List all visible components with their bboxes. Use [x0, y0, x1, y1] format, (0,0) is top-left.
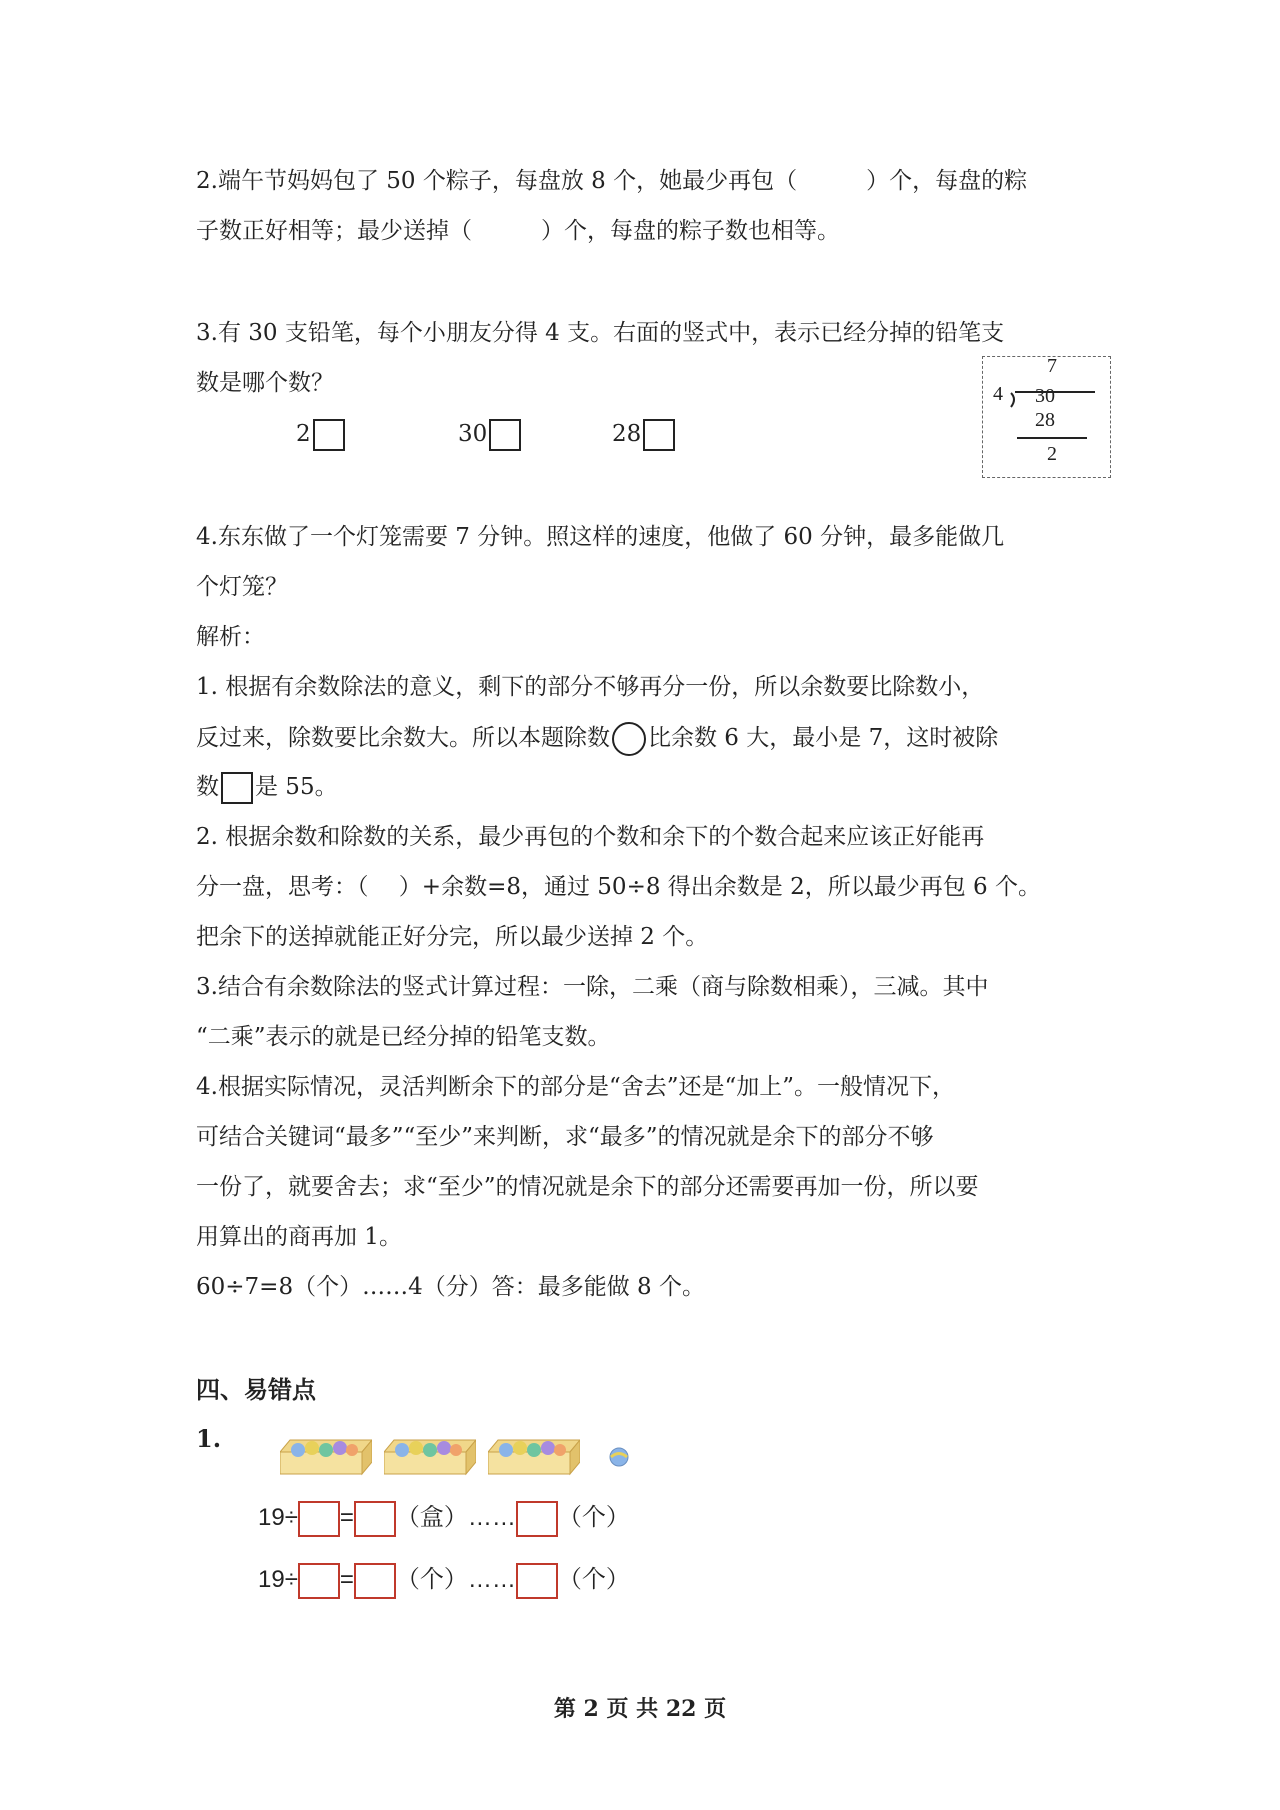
text-span: （个）	[395, 1566, 468, 1593]
text-span: 19÷	[258, 1566, 298, 1593]
q3-option-1	[296, 418, 345, 451]
ball-box-icon	[488, 1438, 580, 1476]
text-span: 19÷	[258, 1504, 298, 1531]
analysis-4-line2: 可结合关键词“最多”“至少”来判断，求“最多”的情况就是余下的部分不够	[196, 1124, 934, 1150]
answer-checkbox[interactable]	[643, 419, 675, 451]
text-span: ……	[467, 1566, 516, 1593]
divisor-circle	[612, 722, 646, 756]
analysis-1-line2	[196, 722, 998, 756]
analysis-4-line1: 4.根据实际情况，灵活判断余下的部分是“舍去”还是“加上”。一般情况下，	[196, 1074, 955, 1100]
answer-box[interactable]	[354, 1501, 396, 1537]
answer-box[interactable]	[298, 1501, 340, 1537]
q2-line1: 2.端午节妈妈包了 50 个粽子，每盘放 8 个，她最少再包（ ）个，每盘的粽	[196, 168, 1028, 194]
equation-2	[258, 1562, 630, 1599]
long-division-figure	[982, 356, 1111, 478]
q3-option-2	[458, 418, 521, 451]
option-label: 30	[458, 421, 488, 447]
equation-1	[258, 1500, 630, 1537]
q4-line2: 个灯笼？	[196, 574, 288, 600]
text-span: 比余数 6 大，最小是 7，这时被除	[648, 725, 999, 751]
analysis-2-line3: 把余下的送掉就能正好分完，所以最少送掉 2 个。	[196, 924, 709, 950]
dividend-box	[221, 772, 253, 804]
item-number: 1.	[196, 1424, 222, 1453]
page-number-footer: 第 2 页 共 22 页	[553, 1696, 727, 1722]
analysis-4-line4: 用算出的商再加 1。	[196, 1224, 402, 1250]
q3-line2: 数是哪个数？	[196, 370, 334, 396]
analysis-4-line3: 一份了，就要舍去；求“至少”的情况就是余下的部分还需要再加一份，所以要	[196, 1174, 979, 1200]
q4-line1: 4.东东做了一个灯笼需要 7 分钟。照这样的速度，他做了 60 分钟，最多能做几	[196, 524, 1005, 550]
analysis-1-line1: 1. 根据有余数除法的意义，剩下的部分不够再分一份，所以余数要比除数小，	[196, 674, 985, 700]
text-span: （个）	[557, 1566, 630, 1593]
option-label: 2	[296, 421, 311, 447]
q3-line1: 3.有 30 支铅笔，每个小朋友分得 4 支。右面的竖式中，表示已经分掉的铅笔支	[196, 320, 1005, 346]
answer-box[interactable]	[298, 1563, 340, 1599]
analysis-title: 解析：	[196, 624, 265, 650]
single-ball-icon	[608, 1446, 630, 1468]
analysis-4-answer: 60÷7=8（个）……4（分）答：最多能做 8 个。	[196, 1274, 705, 1300]
analysis-3-line1: 3.结合有余数除法的竖式计算过程：一除，二乘（商与除数相乘），三减。其中	[196, 974, 989, 1000]
analysis-2-line1: 2. 根据余数和除数的关系，最少再包的个数和余下的个数合起来应该正好能再	[196, 824, 985, 850]
ball-box-icon	[384, 1438, 476, 1476]
text-span: =	[339, 1504, 354, 1531]
answer-box[interactable]	[516, 1501, 558, 1537]
q3-option-3	[612, 418, 675, 451]
analysis-1-line3	[196, 772, 338, 804]
division-quotient: 7	[1047, 355, 1057, 377]
text-span: ……	[467, 1504, 516, 1531]
division-rule	[1017, 437, 1087, 439]
division-product: 28	[1035, 409, 1055, 431]
answer-box[interactable]	[516, 1563, 558, 1599]
answer-checkbox[interactable]	[313, 419, 345, 451]
division-remainder: 2	[1047, 443, 1057, 465]
answer-box[interactable]	[354, 1563, 396, 1599]
division-divisor: 4	[993, 383, 1003, 405]
text-span: （盒）	[395, 1504, 468, 1531]
text-span: 反过来，除数要比余数大。所以本题除数	[196, 725, 610, 751]
ball-box-icon	[280, 1438, 372, 1476]
answer-checkbox[interactable]	[489, 419, 521, 451]
option-label: 28	[612, 421, 642, 447]
analysis-3-line2: “二乘”表示的就是已经分掉的铅笔支数。	[196, 1024, 611, 1050]
text-span: 是 55。	[255, 774, 338, 800]
division-dividend: 30	[1035, 385, 1055, 407]
analysis-2-line2: 分一盘，思考：（ ）+余数=8，通过 50÷8 得出余数是 2，所以最少再包 6 个。	[196, 874, 1041, 900]
text-span: =	[339, 1566, 354, 1593]
section-heading: 四、易错点	[196, 1375, 316, 1404]
text-span: （个）	[557, 1504, 630, 1531]
q2-line2: 子数正好相等；最少送掉（ ）个，每盘的粽子数也相等。	[196, 218, 840, 244]
text-span: 数	[196, 774, 219, 800]
